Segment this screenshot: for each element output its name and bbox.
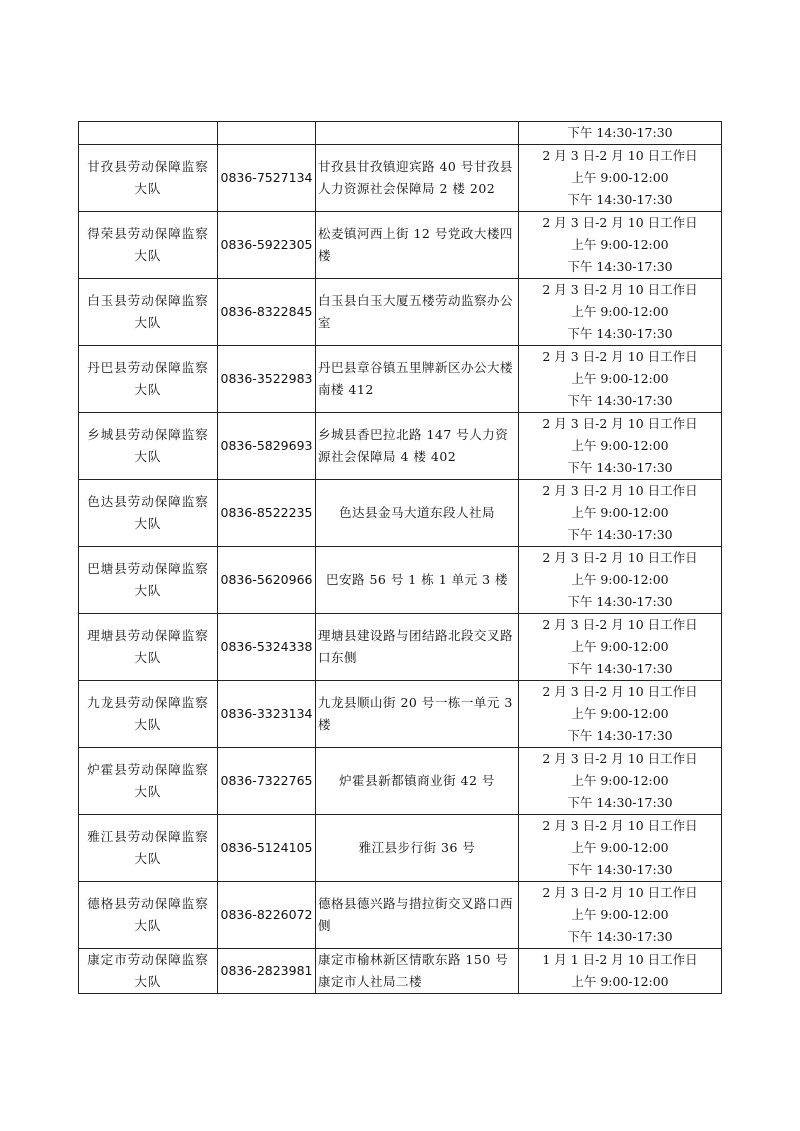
hours-pm: 下午 14:30-17:30 <box>567 862 673 877</box>
office-hours <box>519 681 722 748</box>
table-row <box>79 882 722 949</box>
office-name: 理塘县劳动保障监察大队 <box>79 614 218 681</box>
office-hours <box>519 212 722 279</box>
hours-dates: 2 月 3 日-2 月 10 日工作日 <box>542 617 698 632</box>
office-hours <box>519 815 722 882</box>
phone-number: 0836-5124105 <box>218 815 316 882</box>
hours-am: 上午 9:00-12:00 <box>571 639 669 654</box>
office-name: 康定市劳动保障监察大队 <box>79 949 218 994</box>
hours-dates: 2 月 3 日-2 月 10 日工作日 <box>542 282 698 297</box>
hours-am: 上午 9:00-12:00 <box>571 438 669 453</box>
hours-dates: 2 月 3 日-2 月 10 日工作日 <box>542 885 698 900</box>
office-hours <box>519 480 722 547</box>
table-row <box>79 614 722 681</box>
office-name: 丹巴县劳动保障监察大队 <box>79 346 218 413</box>
hours-dates: 2 月 3 日-2 月 10 日工作日 <box>542 751 698 766</box>
phone-number: 0836-2823981 <box>218 949 316 994</box>
phone-number: 0836-3522983 <box>218 346 316 413</box>
hours-am: 上午 9:00-12:00 <box>571 773 669 788</box>
office-name: 炉霍县劳动保障监察大队 <box>79 748 218 815</box>
hours-am: 上午 9:00-12:00 <box>571 907 669 922</box>
office-name: 得荣县劳动保障监察大队 <box>79 212 218 279</box>
office-hours <box>519 949 722 994</box>
phone-number: 0836-5922305 <box>218 212 316 279</box>
hours-dates: 2 月 3 日-2 月 10 日工作日 <box>542 148 698 163</box>
office-address: 松麦镇河西上街 12 号党政大楼四楼 <box>316 212 519 279</box>
office-name: 白玉县劳动保障监察大队 <box>79 279 218 346</box>
hours-dates: 2 月 3 日-2 月 10 日工作日 <box>542 684 698 699</box>
table-row <box>79 212 722 279</box>
hours-dates: 2 月 3 日-2 月 10 日工作日 <box>542 818 698 833</box>
office-hours <box>519 614 722 681</box>
hours-pm: 下午 14:30-17:30 <box>567 661 673 676</box>
table-row <box>79 949 722 994</box>
hours-am: 上午 9:00-12:00 <box>571 840 669 855</box>
table-row <box>79 681 722 748</box>
office-hours <box>519 279 722 346</box>
office-name: 色达县劳动保障监察大队 <box>79 480 218 547</box>
office-hours <box>519 413 722 480</box>
office-hours <box>519 346 722 413</box>
hours-am: 上午 9:00-12:00 <box>571 974 669 989</box>
phone-number: 0836-7322765 <box>218 748 316 815</box>
office-name: 甘孜县劳动保障监察大队 <box>79 145 218 212</box>
hours-dates: 2 月 3 日-2 月 10 日工作日 <box>542 215 698 230</box>
hours-pm: 下午 14:30-17:30 <box>567 728 673 743</box>
office-hours <box>519 882 722 949</box>
hours-am: 上午 9:00-12:00 <box>571 170 669 185</box>
phone-number <box>218 122 316 145</box>
office-address: 丹巴县章谷镇五里牌新区办公大楼南楼 412 <box>316 346 519 413</box>
hours-pm: 下午 14:30-17:30 <box>567 192 673 207</box>
office-name <box>79 122 218 145</box>
office-hours <box>519 547 722 614</box>
office-address: 白玉县白玉大厦五楼劳动监察办公室 <box>316 279 519 346</box>
office-name: 巴塘县劳动保障监察大队 <box>79 547 218 614</box>
hours-pm: 下午 14:30-17:30 <box>567 929 673 944</box>
hours-dates: 1 月 1 日-2 月 10 日工作日 <box>542 952 698 967</box>
table-row <box>79 346 722 413</box>
office-name: 德格县劳动保障监察大队 <box>79 882 218 949</box>
table-row <box>79 122 722 145</box>
office-name: 雅江县劳动保障监察大队 <box>79 815 218 882</box>
hours-am: 上午 9:00-12:00 <box>571 304 669 319</box>
office-hours <box>519 748 722 815</box>
phone-number: 0836-7527134 <box>218 145 316 212</box>
office-hours <box>519 122 722 145</box>
hours-am: 上午 9:00-12:00 <box>571 371 669 386</box>
phone-number: 0836-3323134 <box>218 681 316 748</box>
table-row <box>79 413 722 480</box>
table-row <box>79 748 722 815</box>
office-hours <box>519 145 722 212</box>
office-address: 巴安路 56 号 1 栋 1 单元 3 楼 <box>316 547 519 614</box>
phone-number: 0836-8226072 <box>218 882 316 949</box>
phone-number: 0836-5324338 <box>218 614 316 681</box>
office-address: 炉霍县新都镇商业街 42 号 <box>316 748 519 815</box>
hours-dates: 2 月 3 日-2 月 10 日工作日 <box>542 550 698 565</box>
hours-dates: 2 月 3 日-2 月 10 日工作日 <box>542 483 698 498</box>
hours-am: 上午 9:00-12:00 <box>571 706 669 721</box>
hours-pm: 下午 14:30-17:30 <box>567 795 673 810</box>
phone-number: 0836-8322845 <box>218 279 316 346</box>
office-address: 理塘县建设路与团结路北段交叉路口东侧 <box>316 614 519 681</box>
hours-am: 上午 9:00-12:00 <box>571 237 669 252</box>
hours-dates: 2 月 3 日-2 月 10 日工作日 <box>542 349 698 364</box>
table-row <box>79 145 722 212</box>
office-address <box>316 122 519 145</box>
hours-pm: 下午 14:30-17:30 <box>567 527 673 542</box>
phone-number: 0836-5829693 <box>218 413 316 480</box>
office-name: 九龙县劳动保障监察大队 <box>79 681 218 748</box>
hours-pm: 下午 14:30-17:30 <box>567 393 673 408</box>
hours-pm: 下午 14:30-17:30 <box>567 326 673 341</box>
table-row <box>79 547 722 614</box>
table-body <box>79 122 722 994</box>
hours-pm: 下午 14:30-17:30 <box>567 125 673 140</box>
office-address: 乡城县香巴拉北路 147 号人力资源社会保障局 4 楼 402 <box>316 413 519 480</box>
office-address: 甘孜县甘孜镇迎宾路 40 号甘孜县人力资源社会保障局 2 楼 202 <box>316 145 519 212</box>
table-row <box>79 815 722 882</box>
hours-dates: 2 月 3 日-2 月 10 日工作日 <box>542 416 698 431</box>
office-address: 色达县金马大道东段人社局 <box>316 480 519 547</box>
table-row <box>79 279 722 346</box>
contact-table <box>78 121 722 994</box>
office-address: 九龙县顺山街 20 号一栋一单元 3 楼 <box>316 681 519 748</box>
phone-number: 0836-5620966 <box>218 547 316 614</box>
hours-pm: 下午 14:30-17:30 <box>567 259 673 274</box>
office-address: 雅江县步行街 36 号 <box>316 815 519 882</box>
table-row <box>79 480 722 547</box>
hours-am: 上午 9:00-12:00 <box>571 572 669 587</box>
office-name: 乡城县劳动保障监察大队 <box>79 413 218 480</box>
hours-pm: 下午 14:30-17:30 <box>567 594 673 609</box>
office-address: 德格县德兴路与措拉街交叉路口西侧 <box>316 882 519 949</box>
office-address: 康定市榆林新区情歌东路 150 号康定市人社局二楼 <box>316 949 519 994</box>
hours-pm: 下午 14:30-17:30 <box>567 460 673 475</box>
hours-am: 上午 9:00-12:00 <box>571 505 669 520</box>
phone-number: 0836-8522235 <box>218 480 316 547</box>
